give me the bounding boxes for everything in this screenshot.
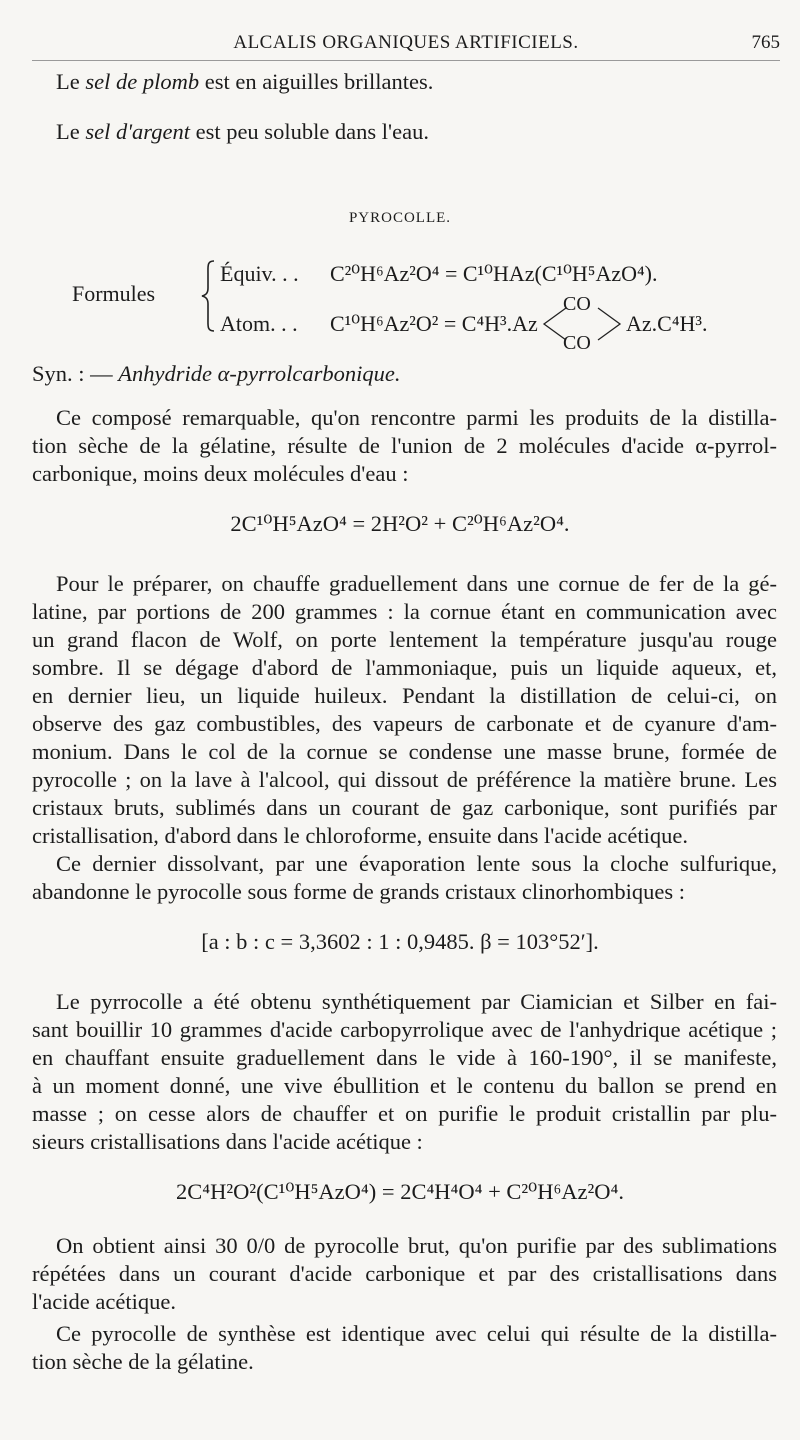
p4-line: à un moment donné, une vive ébullition et le contenu du ballon se prend en (32, 1073, 777, 1098)
page-number: 765 (751, 32, 780, 53)
p3-line: Ce dernier dissolvant, par une évaporation lente sous la cloche sulfurique, (56, 851, 777, 876)
p4-line: Le pyrrocolle a été obtenu synthétiquement par Ciamician et Silber en fai- (56, 989, 777, 1014)
p2-line: monium. Dans le col de la cornue se condense une masse brune, formée de (32, 739, 777, 764)
p5-line: l'acide acétique. (32, 1289, 176, 1314)
crystal-parameters: [a : b : c = 3,3602 : 1 : 0,9485. β = 103°52′]. (201, 929, 599, 954)
formulas-label: Formules (72, 281, 156, 306)
p6-line: Ce pyrocolle de synthèse est identique avec celui qui résulte de la distilla- (56, 1321, 777, 1346)
formula-block (0, 258, 800, 358)
atom-co-top: CO (563, 293, 591, 315)
synonym-line (32, 360, 777, 388)
p5-line: On obtient ainsi 30 0/0 de pyrocolle brut, qu'on purifie par des sublimations (56, 1233, 777, 1258)
running-header (32, 32, 780, 56)
p2-line: observe des gaz combustibles, des vapeurs de carbonate et de cyanure d'am- (32, 711, 777, 736)
p4-line: en chauffant ensuite graduellement dans le vide à 160-190°, il se manifeste, (32, 1045, 777, 1070)
p1-line: carbonique, moins deux molécules d'eau : (32, 461, 409, 486)
brace-icon (200, 260, 216, 332)
atom-formula-end: Az.C⁴H³. (626, 311, 708, 336)
p2-line: cristaux bruts, sublimés dans un courant de gaz carbonique, sont purifiés par (32, 795, 777, 820)
synonym-name: Anhydride α-pyrrolcarbonique. (118, 361, 401, 386)
intro-text: est peu soluble dans l'eau. (189, 119, 429, 144)
equiv-label: Équiv. . . (220, 261, 299, 286)
atom-formula: C¹⁰H⁶Az²O² = C⁴H³.Az (330, 311, 538, 336)
p4-line: masse ; on cesse alors de chauffer et on purifie le produit cristallin par plu- (32, 1101, 777, 1126)
p2-line: en dernier lieu, un liquide huileux. Pendant la distillation de celui-ci, on (32, 683, 777, 708)
header-rule (32, 60, 780, 61)
p6-line: tion sèche de la gélatine. (32, 1349, 254, 1374)
intro-text: Le (56, 119, 86, 144)
intro-text: est en aiguilles brillantes. (199, 69, 434, 94)
equiv-formula: C²⁰H⁶Az²O⁴ = C¹⁰HAz(C¹⁰H⁵AzO⁴). (330, 261, 658, 286)
p2-line: sombre. Il se dégage d'abord de l'ammoniaque, puis un liquide aqueux, et, (32, 655, 777, 680)
intro-text: Le (56, 69, 86, 94)
equation-2: 2C⁴H²O²(C¹⁰H⁵AzO⁴) = 2C⁴H⁴O⁴ + C²⁰H⁶Az²O⁴. (175, 1179, 624, 1204)
intro-emphasis: sel de plomb (85, 69, 200, 94)
section-title: PYROCOLLE. (348, 210, 452, 226)
p2-line: cristallisation, d'abord dans le chloroforme, ensuite dans l'acide acétique. (32, 823, 689, 848)
p2-line: latine, par portions de 200 grammes : la cornue étant en communication avec (32, 599, 777, 624)
bond-lines-right-icon (594, 302, 624, 346)
p4-line: sieurs cristallisations dans l'acide acétique : (32, 1129, 423, 1154)
atom-label: Atom. . . (220, 311, 298, 336)
synonym-lead: Syn. : — (32, 361, 119, 386)
p2-line: pyrocolle ; on la lave à l'alcool, qui dissout de préférence la matière brune. Les (32, 767, 777, 792)
p4-line: sant bouillir 10 grammes d'acide carbopyrrolique avec de l'anhydrique acétique ; (32, 1017, 777, 1042)
intro-emphasis: sel d'argent (85, 119, 190, 144)
p5-line: répétées dans un courant d'acide carbonique et par des cristallisations dans (32, 1261, 777, 1286)
intro-line-plomb (56, 68, 800, 96)
p1-line: tion sèche de la gélatine, résulte de l'union de 2 molécules d'acide α-pyrrol- (32, 433, 777, 458)
equation-1: 2C¹⁰H⁵AzO⁴ = 2H²O² + C²⁰H⁶Az²O⁴. (230, 511, 570, 536)
atom-co-bottom: CO (563, 332, 591, 354)
p2-line: Pour le préparer, on chauffe graduellement dans une cornue de fer de la gé- (56, 571, 777, 596)
running-title: ALCALIS ORGANIQUES ARTIFICIELS. (233, 32, 579, 53)
p2-line: un grand flacon de Wolf, on porte lentement la température jusqu'au rouge (32, 627, 777, 652)
intro-line-argent (56, 118, 800, 146)
p1-line: Ce composé remarquable, qu'on rencontre parmi les produits de la distilla- (56, 405, 777, 430)
p3-line: abandonne le pyrocolle sous forme de grands cristaux clinorhombiques : (32, 879, 685, 904)
